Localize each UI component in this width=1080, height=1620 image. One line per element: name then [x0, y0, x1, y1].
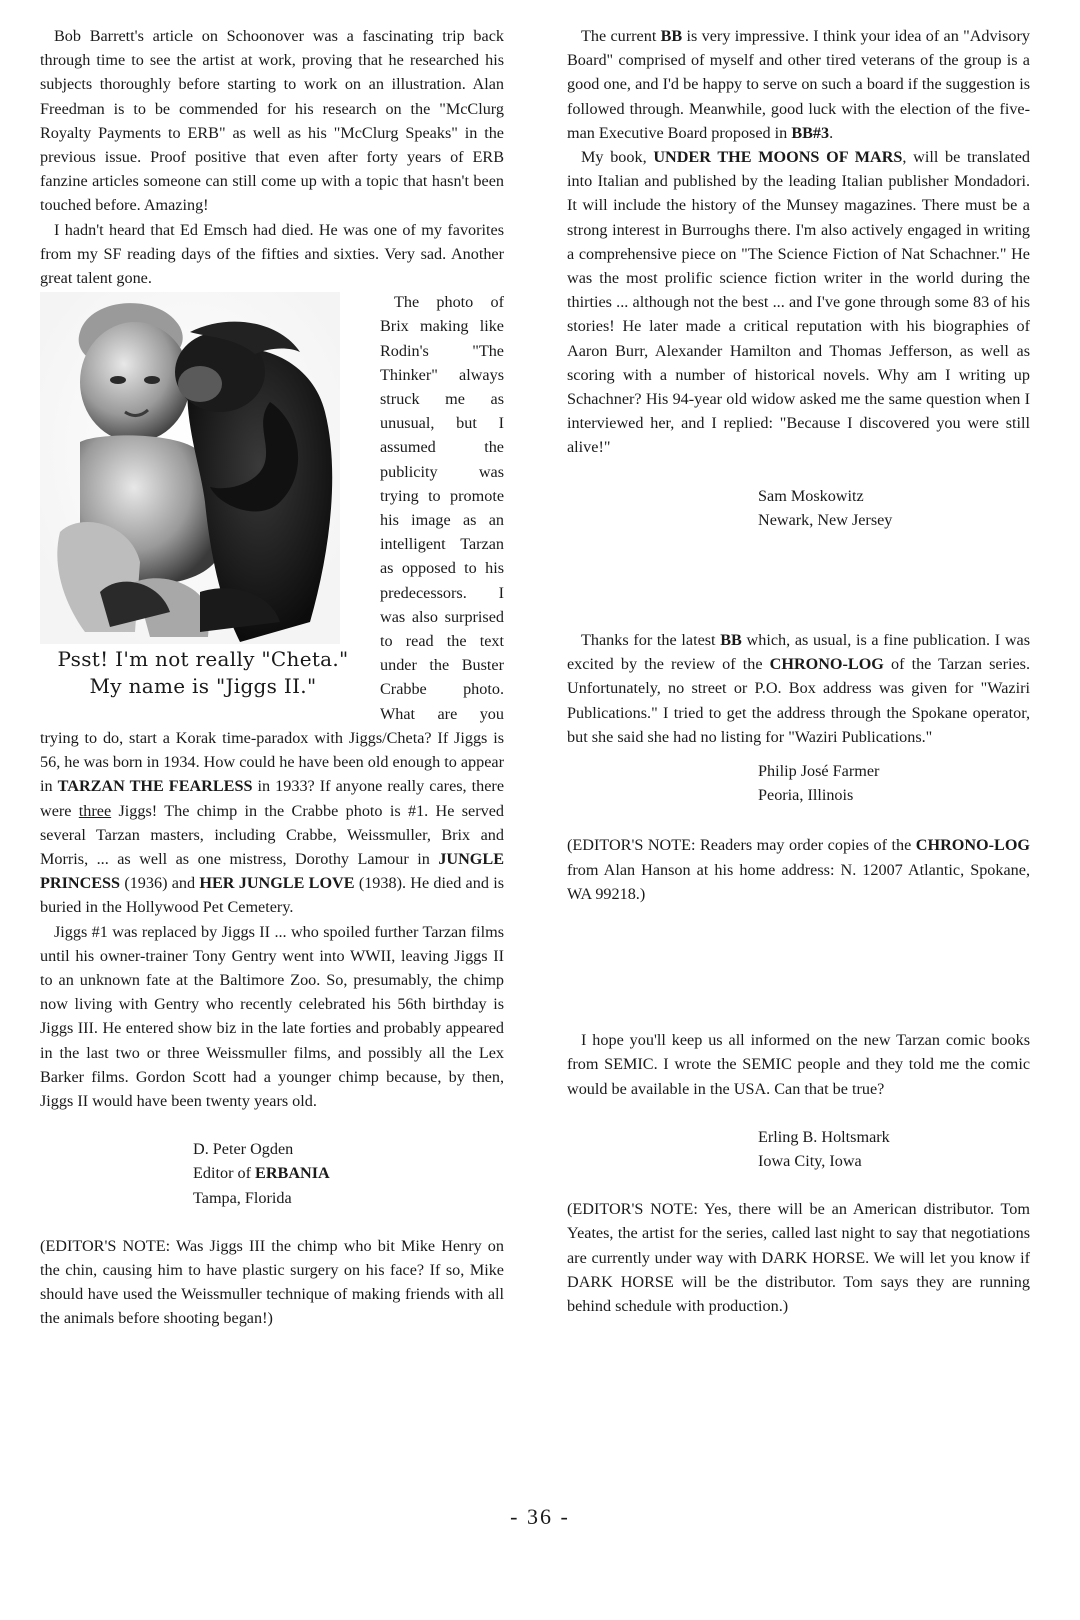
underlined-word: three	[78, 801, 112, 820]
boy-and-chimp-photo	[40, 292, 366, 724]
letter-paragraph: I hadn't heard that Ed Emsch had died. He was one of my favorites from my SF reading days of the fifties and sixties. Very sad. Another great talent gone.	[40, 220, 504, 288]
letter-paragraph: Bob Barrett's article on Schoonover was a fascinating trip back through time to see the artist at work, proving that he researched his subjects thoroughly before starting to work on an illustration. Alan Freedman is to be commended for his research on the "McClurg Royalty Payments to ERB" as well as his "McClurg Speaks" in the previous issue. Proof positive that even after forty years of ERB fanzine articles someone can still come up with a topic that hasn't been touched before. Amazing!	[40, 27, 504, 215]
letter-paragraph: My book, UNDER THE MOONS OF MARS, will be translated into Italian and published by the leading Italian publisher Mondadori. It will include the history of the Munsey magazines. There must be a strong interest in Burroughs there. I'm also actively engaged in writing a comprehensive piece on "The Science Fiction of Nat Schachner." He was the most prolific science fiction writer in the world during the thirties ... although not the best ... and I've gone through some 83 of his stories! He later made a critical reputation with his biographies of Aaron Burr, Alexander Hamilton and Thomas Jefferson, as well as scoring with a number of historical novels. Why am I writing up Schachner? His 94-year old widow asked me the same question when I interviewed her, and I replied: "Because I discovered you were still alive!"	[567, 148, 1030, 457]
letter-paragraph: Jiggs #1 was replaced by Jiggs II ... who spoiled further Tarzan films until his owner-trainer Tony Gentry went into WWII, leaving Jiggs II to an unknown fate at the Baltimore Zoo. So, presumably, the chimp now living with Gentry who recently celebrated his 56th birthday is Jiggs III. He entered show biz in the late forties and probably appeared in the last two or three Weissmuller films, and possibly all the Lex Barker films. Gordon Scott had a younger chimp because, by then, Jiggs II would have been twenty years old.	[40, 922, 504, 1110]
film-title: TARZAN THE FEARLESS	[57, 777, 253, 796]
letter-paragraph: I hope you'll keep us all informed on the new Tarzan comic books from SEMIC. I wrote the SEMIC people and they told me the comic would be available in the USA. Can that be true?	[567, 1031, 1030, 1098]
editors-note: (EDITOR'S NOTE: Readers may order copies of the CHRONO-LOG from Alan Hanson at his home address: N. 12007 Atlantic, Spokane, WA 99218.)	[567, 836, 1030, 903]
editors-note: (EDITOR'S NOTE: Yes, there will be an American distributor. Tom Yeates, the artist for the series, called last night to say that negotiations are currently under way with DARK HORSE. We will let you know if DARK HORSE will be the distributor. Tom says they are running behind schedule with production.)	[567, 1200, 1030, 1315]
signature-title: Editor of ERBANIA	[193, 1164, 330, 1183]
signature-name: D. Peter Ogden	[193, 1140, 294, 1159]
signature-name: Sam Moskowitz	[758, 486, 864, 505]
signature-block	[758, 759, 1030, 807]
signature-name: Erling B. Holtsmark	[758, 1127, 890, 1146]
left-column	[40, 24, 504, 1331]
book-title: UNDER THE MOONS OF MARS	[653, 148, 903, 167]
text-span: The photo of Brix making like Rodin's "The Thinker" always struck me as unusual, but I assumed the publicity was trying to promote his image as an intelligent Tarzan as opposed to his predecessors. I was also surprised to read the text under the Buster Crabbe photo. What are you trying to do, start a Korak time-paradox with Jiggs/Cheta? If Jiggs is 56, he was born in 1934. How could he have been old enough to appear in	[40, 293, 504, 796]
page-number: - 36 -	[510, 1504, 570, 1529]
caption-line: Psst! I'm not really "Cheta."	[57, 647, 349, 672]
text-span: in 1933? If anyone really cares, there were	[40, 777, 504, 820]
signature-block	[758, 1125, 1030, 1173]
photo-image	[40, 292, 340, 644]
film-title: JUNGLE PRINCESS	[40, 849, 504, 893]
text-span: Jiggs! The chimp in the Crabbe photo is #1. He served several Tarzan masters, including Crabbe, Weissmuller, Brix and Morris, ... as well as one mistress, Dorothy Lamour in	[40, 801, 504, 868]
signature-place: Newark, New Jersey	[758, 510, 893, 529]
film-title: HER JUNGLE LOVE	[199, 874, 355, 893]
editors-note: (EDITOR'S NOTE: Was Jiggs III the chimp who bit Mike Henry on the chin, causing him to have plastic surgery on his face? If so, Mike should have used the Weissmuller technique of making friends with all the animals before shooting began!)	[40, 1236, 504, 1328]
right-column	[567, 24, 1030, 1318]
signature-place: Iowa City, Iowa	[758, 1151, 862, 1170]
signature-block	[758, 484, 1030, 532]
letter-paragraph: The current BB is very impressive. I think your idea of an "Advisory Board" comprised of myself and other tired veterans of the group is a good one, and I'd be happy to serve on such a board if the suggestion is followed through. Meanwhile, good luck with the election of the five-man Executive Board proposed in BB#3.	[567, 27, 1030, 142]
signature-name: Philip José Farmer	[758, 762, 880, 781]
caption-line: My name is "Jiggs II."	[89, 674, 317, 699]
photo-caption	[40, 646, 366, 700]
letter-paragraph: Thanks for the latest BB which, as usual, is a fine publication. I was excited by the review of the CHRONO-LOG of the Tarzan series. Unfortunately, no street or P.O. Box address was given for "Waziri Publications." I tried to get the address through the Spokane operator, but she said she had no listing for "Waziri Publications."	[567, 631, 1030, 746]
text-span: (1938). He died and is buried in the Hollywood Pet Cemetery.	[40, 874, 504, 917]
text-span: (1936) and	[120, 874, 200, 893]
signature-block	[193, 1137, 504, 1210]
signature-place: Tampa, Florida	[193, 1188, 292, 1207]
signature-place: Peoria, Illinois	[758, 786, 854, 805]
